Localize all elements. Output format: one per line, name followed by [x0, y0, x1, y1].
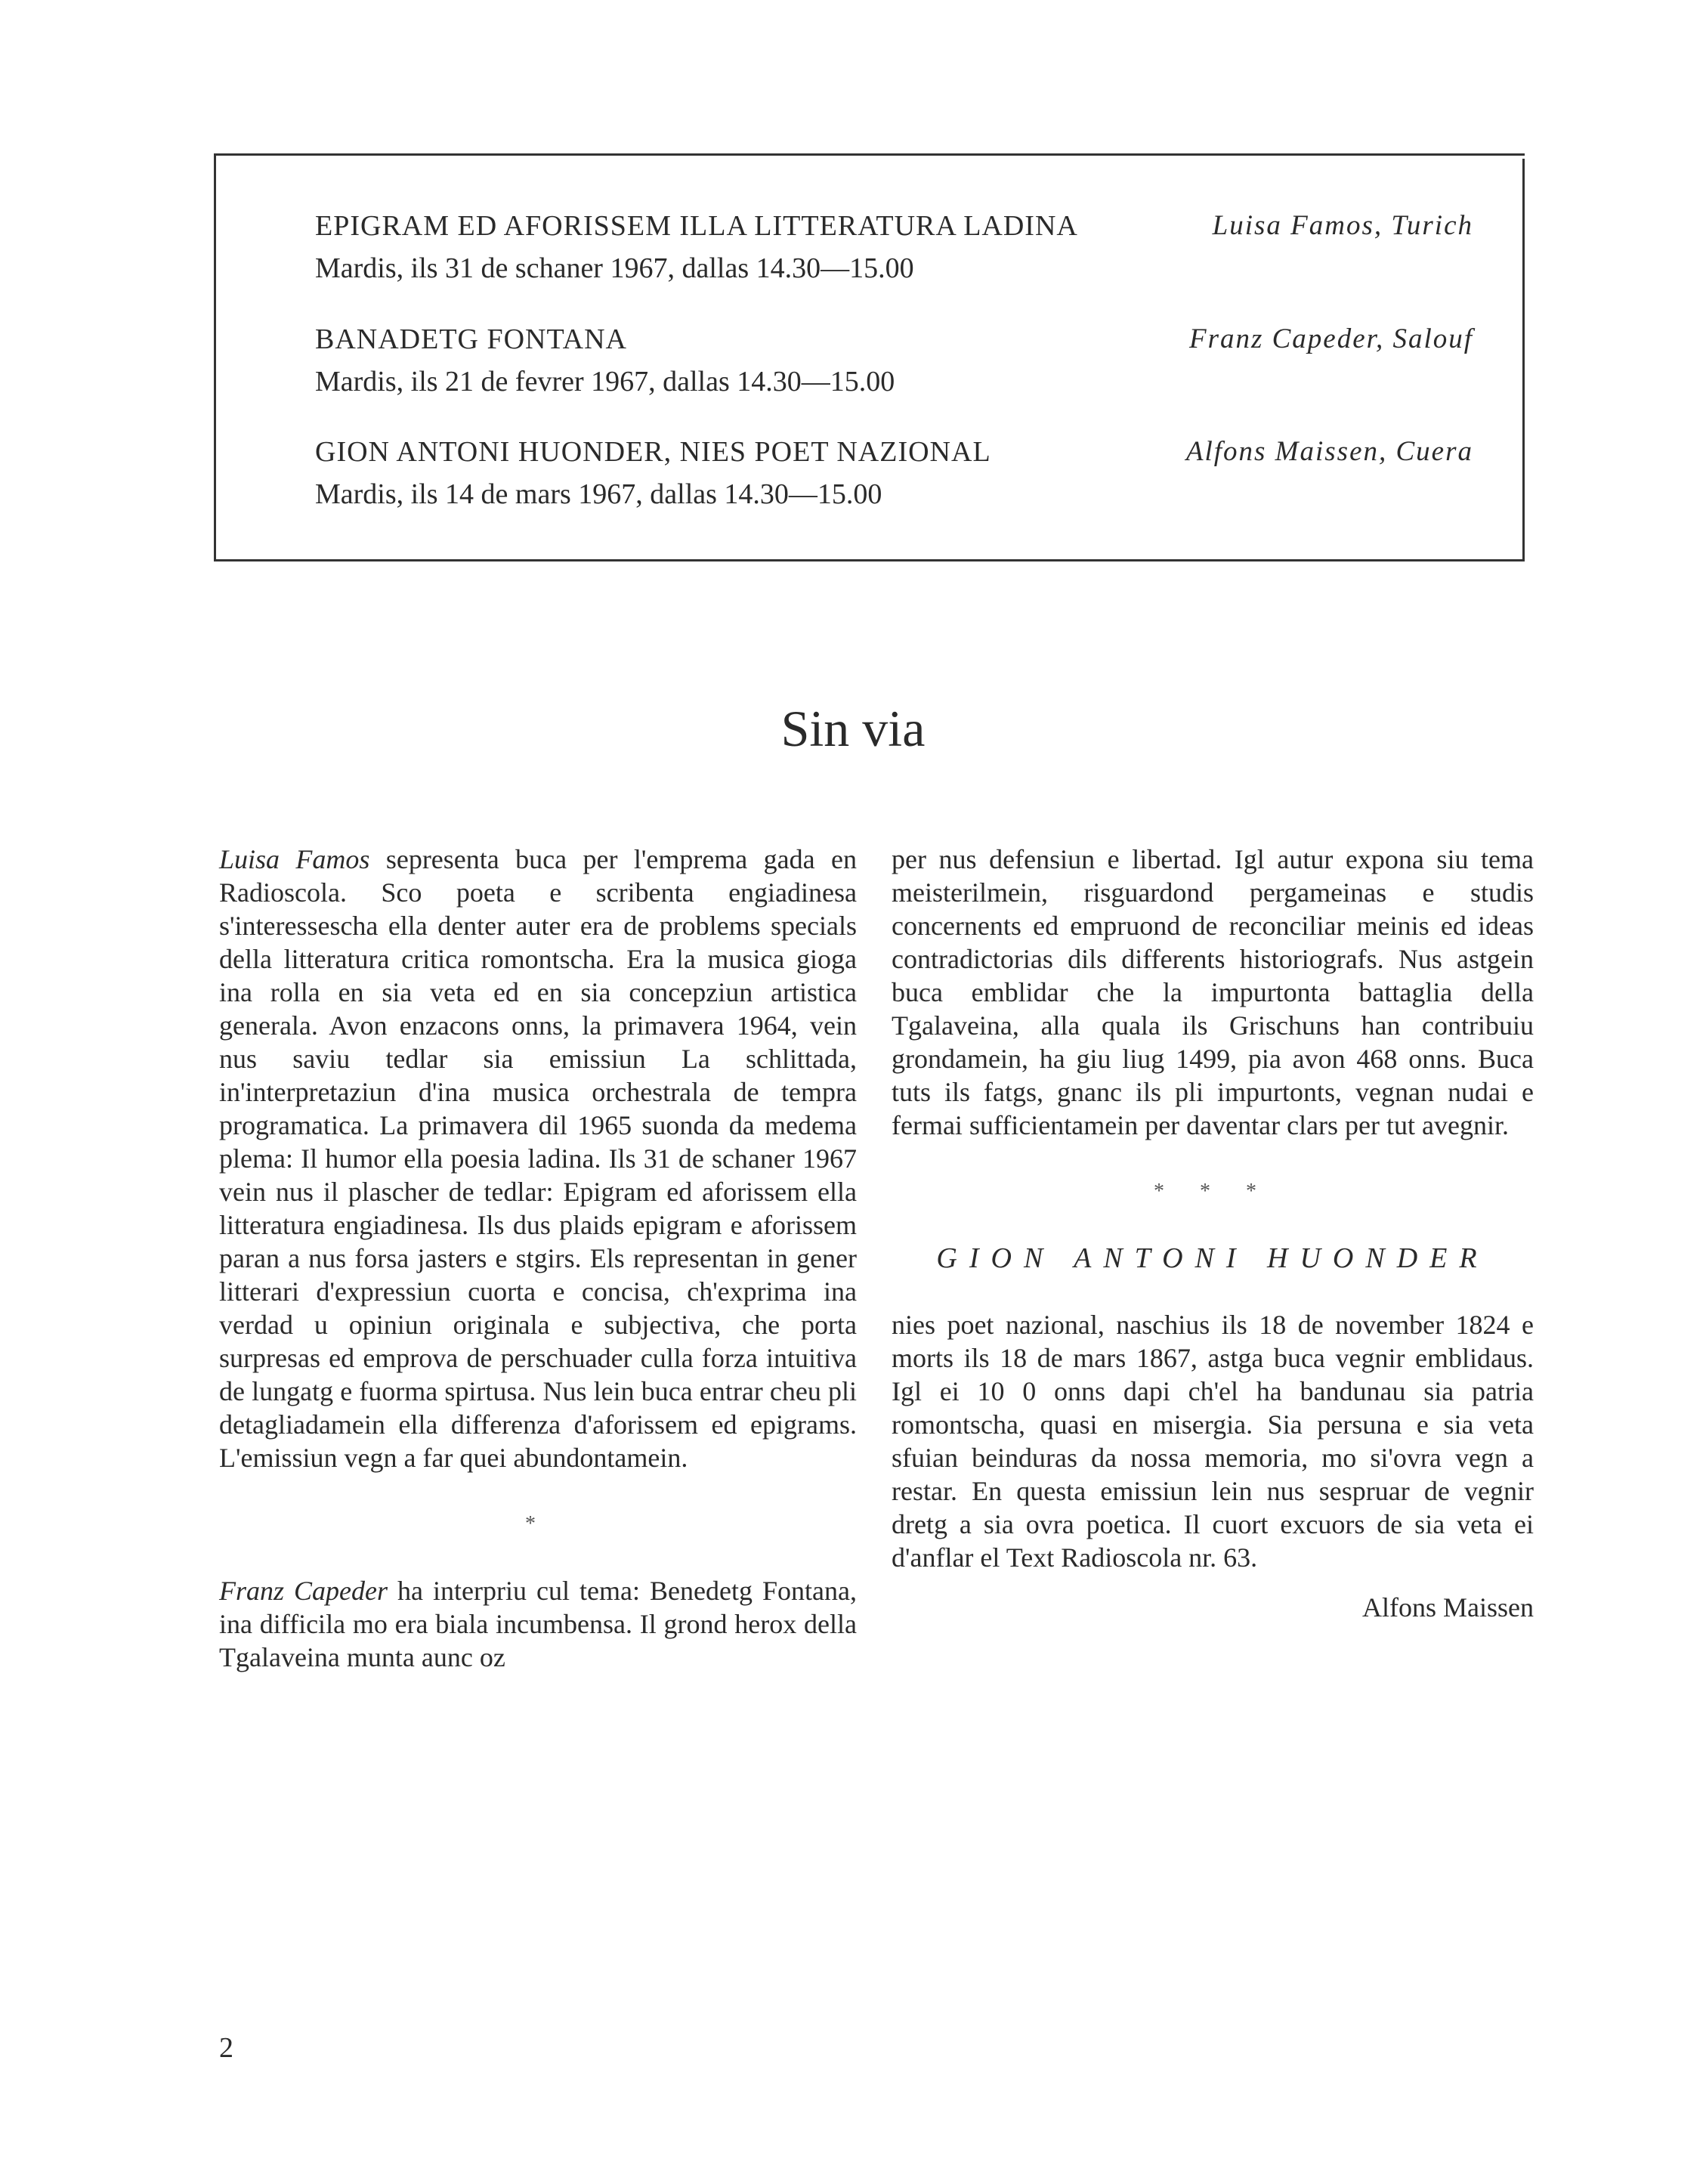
- page-number: 2: [219, 2032, 233, 2064]
- schedule-entry-author: Luisa Famos, Turich: [1212, 210, 1473, 241]
- author-name-franz-capeder: Franz Capeder: [219, 1576, 388, 1606]
- article-right-column: [892, 843, 1534, 1624]
- paragraph-text: ha interpriu cul tema: Benedetg Fontana, ina difficila mo era biala incumbensa. Il grond herox della Tgalaveina munta aunc oz: [219, 1576, 857, 1672]
- schedule-box-top-rule: [215, 153, 1525, 156]
- article-heading: Sin via: [780, 700, 926, 757]
- paragraph-tgalaveina: per nus defensiun e libertad. Igl autur expona siu tema meisterilmein, risguardond pergameinas e studis concernents ed empruond de reconciliar meinis ed ideas contradictorias dils differents historiografs. Nus astgein buca emblidar che la impurtonta battaglia della Tgalaveina, alla quala ils Grischuns han contribuiu grondamein, ha giu liug 1499, pia avon 468 onns. Buca tuts ils fatgs, gnanc ils pli impurtonts, vegnan nudai e fermai sufficientamein per daventar clars per tut avegnir.: [892, 844, 1534, 1140]
- schedule-box-right-rule: [1522, 159, 1525, 559]
- schedule-entry-title: GION ANTONI HUONDER, NIES POET NAZIONAL: [315, 436, 991, 468]
- schedule-entry-date: Mardis, ils 21 de fevrer 1967, dallas 14.30—15.00: [315, 366, 895, 398]
- schedule-box-left-rule: [214, 153, 216, 561]
- signature: Alfons Maissen: [1362, 1592, 1534, 1623]
- paragraph-text: sepresenta buca per l'emprema gada en Radioscola. Sco poeta e scribenta engiadinesa s'interessescha ella denter auter era de problems specials della litteratura critica romontscha. Era la musica gioga ina rolla en sia veta ed en sia concepziun artistica generala. Avon enzacons onns, la primavera 1964, vein nus saviu tedlar sia emissiun La schlittada, in'interpretaziun d'ina musica orchestrala de tempra programatica. La primavera dil 1965 suonda da medema plema: Il humor ella poesia ladina. Ils 31 de schaner 1967 vein nus il plascher de tedlar: Epigram ed aforissem ella litteratura engiadinesa. Ils dus plaids epigram e aforissem paran a nus forsa jasters e stgirs. Els representan in gener litterari d'expressiun cuorta e concisa, ch'exprima ina verdad u opiniun originala e subjectiva, che porta surpresas ed emprova de perschuader culla forza intuitiva de lungatg e fuorma spirtusa. Nus lein buca entrar cheu pli detagliadamein ella differenza d'aforissem ed epigrams. L'emissiun vegn a far quei abundontamein.: [219, 844, 858, 1473]
- separator-asterisk: *: [525, 1512, 551, 1536]
- schedule-entry-date: Mardis, ils 31 de schaner 1967, dallas 14.30—15.00: [315, 252, 914, 284]
- separator-asterisks: * * *: [1154, 1180, 1272, 1203]
- schedule-entry-author: Franz Capeder, Salouf: [1188, 323, 1473, 354]
- schedule-entry-title: EPIGRAM ED AFORISSEM ILLA LITTERATURA LADINA: [315, 210, 1078, 242]
- schedule-entry-date: Mardis, ils 14 de mars 1967, dallas 14.30—15.00: [315, 478, 882, 510]
- paragraph-franz-capeder: [219, 1574, 857, 1674]
- schedule-entry-author: Alfons Maissen, Cuera: [1185, 436, 1473, 467]
- schedule-entry-title: BANADETG FONTANA: [315, 323, 627, 355]
- section-title: GION ANTONI HUONDER: [936, 1242, 1489, 1274]
- article-left-column: [219, 843, 857, 1674]
- paragraph-luisa-famos: [219, 843, 857, 1474]
- author-name-luisa-famos: Luisa Famos: [219, 844, 370, 874]
- schedule-box-bottom-rule: [215, 559, 1525, 561]
- paragraph-huonder: nies poet nazional, naschius ils 18 de november 1824 e morts ils 18 de mars 1867, astga buca vegnir emblidaus. Igl ei 10 0 onns dapi ch'el ha bandunau sia patria romontscha, quasi en misergia. Sia persuna e sia veta sfuian beinduras da nossa memoria, mo si'ovra vegn a restar. En questa emissiun lein nus sespruar de vegnir dretg a sia ovra poetica. Il cuort excuors de sia veta ei d'anflar el Text Radioscola nr. 63.: [892, 1310, 1534, 1573]
